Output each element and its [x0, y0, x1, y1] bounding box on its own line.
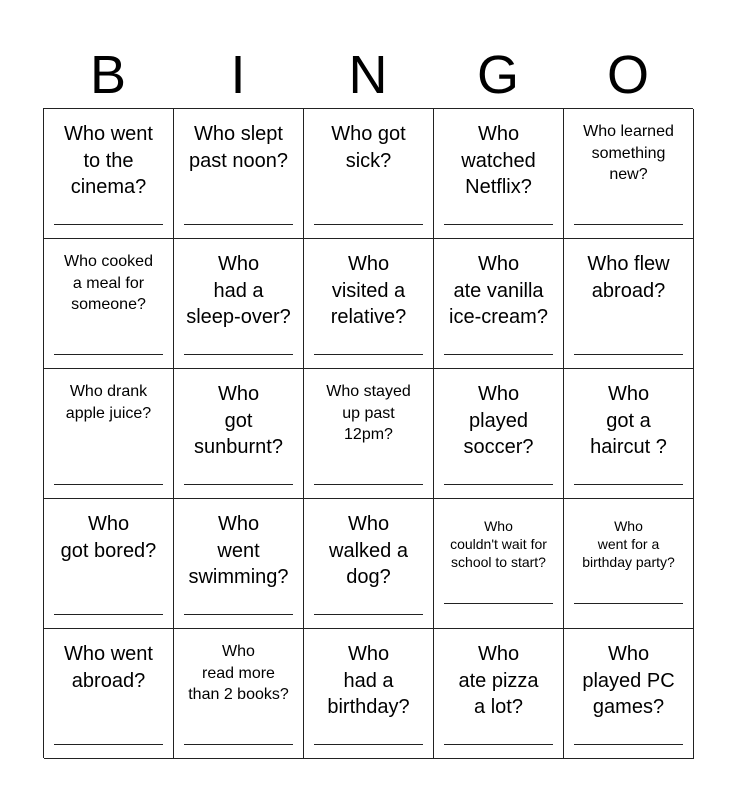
answer-line	[184, 744, 293, 745]
bingo-cell[interactable]	[564, 629, 694, 759]
cell-question: Who visited a relative?	[330, 253, 407, 328]
header-letter-g: G	[476, 45, 519, 105]
cell-question: Who got a haircut ?	[590, 383, 667, 458]
answer-line	[54, 484, 163, 485]
header-letter-n: N	[348, 45, 388, 105]
cell-question: Who learned something new?	[583, 123, 674, 183]
answer-line	[314, 484, 423, 485]
bingo-cell[interactable]	[564, 109, 694, 239]
bingo-cell[interactable]	[174, 369, 304, 499]
header-letter-b: B	[89, 45, 127, 105]
cell-question: Who slept past noon?	[189, 123, 288, 172]
bingo-cell[interactable]	[304, 629, 434, 759]
bingo-cell[interactable]	[174, 629, 304, 759]
cell-question: Who went to the cinema?	[64, 123, 153, 198]
cell-question: Who played soccer?	[463, 383, 534, 458]
answer-line	[54, 614, 163, 615]
answer-line	[184, 224, 293, 225]
bingo-cell[interactable]	[174, 499, 304, 629]
bingo-cell[interactable]	[434, 499, 564, 629]
answer-line	[444, 603, 553, 604]
bingo-cell[interactable]	[564, 239, 694, 369]
bingo-cell[interactable]	[434, 109, 564, 239]
bingo-cell[interactable]	[44, 239, 174, 369]
bingo-cell[interactable]	[44, 369, 174, 499]
bingo-cell[interactable]	[304, 239, 434, 369]
bingo-cell[interactable]	[44, 499, 174, 629]
cell-question: Who played PC games?	[582, 643, 675, 718]
answer-line	[314, 614, 423, 615]
answer-line	[574, 354, 683, 355]
answer-line	[444, 354, 553, 355]
cell-question: Who had a birthday?	[327, 643, 410, 718]
bingo-cell[interactable]	[174, 109, 304, 239]
answer-line	[314, 224, 423, 225]
bingo-cell[interactable]	[44, 109, 174, 239]
bingo-cell[interactable]	[304, 499, 434, 629]
cell-question: Who couldn't wait for school to start?	[450, 518, 547, 570]
bingo-cell[interactable]	[434, 239, 564, 369]
bingo-cell[interactable]	[304, 369, 434, 499]
answer-line	[574, 484, 683, 485]
bingo-cell[interactable]	[564, 499, 694, 629]
cell-question: Who got bored?	[60, 513, 157, 562]
answer-line	[184, 614, 293, 615]
cell-question: Who walked a dog?	[329, 513, 408, 588]
answer-line	[54, 224, 163, 225]
cell-question: Who went for a birthday party?	[582, 518, 675, 570]
answer-line	[184, 354, 293, 355]
cell-question: Who had a sleep-over?	[186, 253, 291, 328]
cell-question: Who got sunburnt?	[194, 383, 283, 458]
header-letter-o: O	[606, 45, 649, 105]
answer-line	[574, 744, 683, 745]
bingo-cell[interactable]	[434, 369, 564, 499]
cell-question: Who drank apple juice?	[65, 383, 152, 422]
cell-question: Who went swimming?	[188, 513, 289, 588]
cell-question: Who read more than 2 books?	[188, 643, 289, 703]
cell-question: Who cooked a meal for someone?	[64, 253, 153, 313]
answer-line	[54, 744, 163, 745]
cell-question: Who went abroad?	[64, 643, 153, 692]
header-letter-i: I	[230, 45, 246, 105]
answer-line	[444, 744, 553, 745]
answer-line	[444, 484, 553, 485]
cell-question: Who ate pizza a lot?	[458, 643, 539, 718]
cell-question: Who ate vanilla ice-cream?	[449, 253, 548, 328]
bingo-cell[interactable]	[434, 629, 564, 759]
answer-line	[574, 224, 683, 225]
bingo-grid	[43, 108, 693, 758]
bingo-cell[interactable]	[174, 239, 304, 369]
answer-line	[184, 484, 293, 485]
answer-line	[314, 354, 423, 355]
cell-question: Who stayed up past 12pm?	[326, 383, 411, 443]
bingo-header	[43, 42, 693, 108]
cell-question: Who flew abroad?	[587, 253, 670, 302]
bingo-cell[interactable]	[564, 369, 694, 499]
answer-line	[574, 603, 683, 604]
cell-question: Who watched Netflix?	[461, 123, 536, 198]
bingo-cell[interactable]	[304, 109, 434, 239]
cell-question: Who got sick?	[331, 123, 406, 172]
answer-line	[444, 224, 553, 225]
answer-line	[314, 744, 423, 745]
answer-line	[54, 354, 163, 355]
bingo-cell[interactable]	[44, 629, 174, 759]
